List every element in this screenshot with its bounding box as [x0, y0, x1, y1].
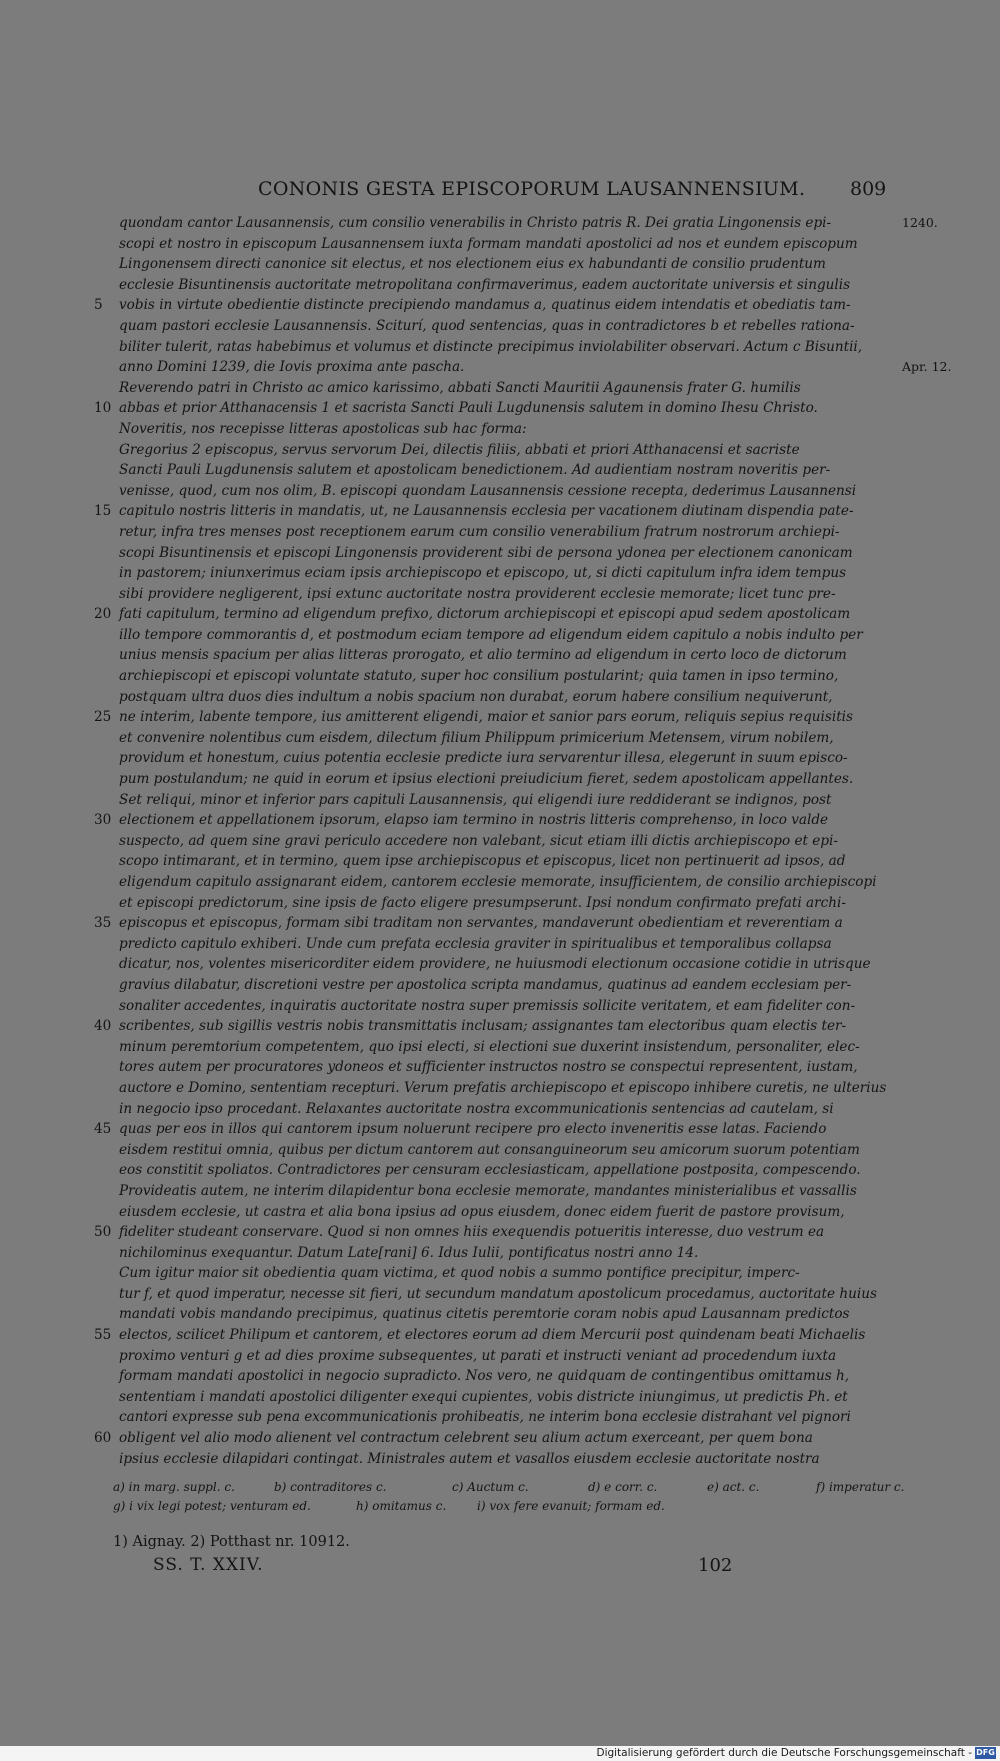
text-line: [0, 748, 1000, 769]
margin-date: Apr. 12.: [902, 359, 952, 375]
text-line: [0, 1325, 1000, 1346]
signature-mark: SS. T. XXIV.: [153, 1555, 264, 1575]
text-line: [0, 975, 1000, 996]
line-text: eiusdem ecclesie, ut castra et alia bona ipsius ad opus eiusdem, donec eidem fuerit de pastore provisum,: [119, 1203, 845, 1220]
line-text: fati capitulum, termino ad eligendum prefixo, dictorum archiepiscopi et episcopi apud sedem apostolicam: [119, 606, 851, 623]
line-number: 60: [94, 1430, 112, 1447]
line-text: venisse, quod, cum nos olim, B. episcopi quondam Lausannensis cessione recepta, dederimus Lausannensi: [119, 482, 857, 499]
line-text: mandati vobis mandando precipimus, quatinus citetis peremtorie coram nobis apud Lausannam predictos: [119, 1306, 850, 1323]
text-line: [0, 378, 1000, 399]
line-text: predicto capitulo exhiberi. Unde cum prefata ecclesia graviter in spiritualibus et temporalibus collapsa: [119, 935, 832, 952]
apparatus-row: [113, 1499, 913, 1518]
line-number: 30: [94, 812, 112, 829]
text-line: [0, 295, 1000, 316]
digitization-footer: [0, 1746, 1000, 1761]
dfg-logo-icon: DFG: [976, 1748, 995, 1757]
text-line: [0, 1284, 1000, 1305]
text-line: [0, 728, 1000, 749]
line-text: et episcopi predictorum, sine ipsis de facto eligere presumpserunt. Ipsi nondum confirmato prefati archi-: [119, 894, 846, 911]
line-text: sententiam i mandati apostolici diligenter exequi cupientes, vobis districte iniungimus, ut predictis Ph. et: [119, 1388, 848, 1405]
line-text: cantori expresse sub pena excommunicationis prohibeatis, ne interim bona ecclesie distrahant vel pignori: [119, 1409, 851, 1426]
text-line: [0, 1181, 1000, 1202]
line-text: postquam ultra duos dies indultum a nobis spacium non durabat, eorum habere consilium nequiverunt,: [119, 688, 833, 705]
line-text: in pastorem; iniunxerimus eciam ipsis archiepiscopo et episcopo, ut, si dicti capitulum infra idem tempus: [119, 565, 847, 582]
line-text: tores autem per procuratores ydoneos et sufficienter instructos nostro se conspectui representent, iustam,: [119, 1059, 858, 1076]
text-line: [0, 707, 1000, 728]
line-text: in negocio ipso procedant. Relaxantes auctoritate nostra excommunicationis sentencias ad cautelam, si: [119, 1100, 834, 1117]
line-text: episcopus et episcopus, formam sibi traditam non servantes, mandaverunt obedientiam et reverentiam a: [119, 915, 843, 932]
line-number: 15: [94, 503, 112, 520]
line-text: suspecto, ad quem sine gravi periculo accedere non valebant, sicut etiam illi dictis archiepiscopo et epi-: [119, 832, 838, 849]
text-line: [0, 501, 1000, 522]
text-line: [0, 337, 1000, 358]
apparatus-note: d) e corr. c.: [588, 1480, 658, 1494]
text-line: [0, 934, 1000, 955]
text-line: [0, 1037, 1000, 1058]
margin-date: 1240.: [902, 215, 938, 230]
line-text: eisdem restitui omnia, quibus per dictum cantorem aut consanguineorum seu amicorum suorum potentiam: [119, 1141, 860, 1158]
text-line: [0, 481, 1000, 502]
text-line: [0, 1346, 1000, 1367]
page-number: 809: [850, 178, 887, 200]
line-text: quas per eos in illos qui cantorem ipsum noluerunt recipere pro electo inveneritis esse latas. Faciendo: [119, 1121, 827, 1138]
text-line: [0, 954, 1000, 975]
text-line: [0, 893, 1000, 914]
apparatus-note: h) omitamus c.: [356, 1499, 447, 1513]
line-number: 35: [94, 915, 112, 932]
text-line: [0, 1428, 1000, 1449]
text-line: [0, 831, 1000, 852]
critical-apparatus: [113, 1480, 913, 1518]
text-line: [0, 625, 1000, 646]
line-text: abbas et prior Atthanacensis 1 et sacrista Sancti Pauli Lugdunensis salutem in domino Ihesu Christo.: [119, 400, 818, 417]
text-line: [0, 810, 1000, 831]
text-line: [0, 316, 1000, 337]
line-text: capitulo nostris litteris in mandatis, ut, ne Lausannensis ecclesia per vacationem diutinam dispendia pate-: [119, 503, 854, 520]
line-text: retur, infra tres menses post receptionem earum cum consilio venerabilium fratrum nostrorum archiepi-: [119, 523, 840, 540]
text-line: [0, 357, 1000, 378]
text-line: [0, 1140, 1000, 1161]
line-text: dicatur, nos, volentes misericorditer eidem providere, ne huiusmodi electionum occasione cotidie in utrisque: [119, 956, 871, 973]
line-text: minum peremtorium competentem, quo ipsi electi, si electioni sue duxerint insistendum, personaliter, elec-: [119, 1038, 860, 1055]
line-text: providum et honestum, cuius potentia ecclesie predicte iura servarentur illesa, elegerunt in suum episco-: [119, 750, 848, 767]
line-text: formam mandati apostolici in negocio supradicto. Nos vero, ne quidquam de contingentibus omittamus h,: [119, 1368, 850, 1385]
text-line: [0, 1222, 1000, 1243]
text-line: [0, 1016, 1000, 1037]
text-line: [0, 1078, 1000, 1099]
text-line: [0, 254, 1000, 275]
line-text: obligent vel alio modo alienent vel contractum celebrent seu alium actum exerceant, per quem bona: [119, 1430, 813, 1447]
line-number: 40: [94, 1018, 112, 1035]
line-text: nichilominus exequantur. Datum Late[rani] 6. Idus Iulii, pontificatus nostri anno 14.: [119, 1244, 699, 1261]
text-line: [0, 1263, 1000, 1284]
line-text: Gregorius 2 episcopus, servus servorum Dei, dilectis filiis, abbati et priori Atthanacensi et sacriste: [119, 441, 800, 458]
text-line: [0, 460, 1000, 481]
apparatus-note: c) Auctum c.: [452, 1480, 529, 1494]
historical-notes: 1) Aignay. 2) Potthast nr. 10912.: [113, 1534, 350, 1550]
running-header: [0, 178, 1000, 206]
text-line: [0, 851, 1000, 872]
line-text: ne interim, labente tempore, ius amitterent eligendi, maior et sanior pars eorum, reliquis sepius requisitis: [119, 709, 853, 726]
line-text: Set reliqui, minor et inferior pars capituli Lausannensis, qui eligendi iure reddiderant se indignos, post: [119, 791, 832, 808]
line-text: Sancti Pauli Lugdunensis salutem et apostolicam benedictionem. Ad audientiam nostram noveritis per-: [119, 462, 831, 479]
text-line: [0, 1202, 1000, 1223]
text-line: [0, 213, 1000, 234]
text-line: [0, 645, 1000, 666]
line-text: anno Domini 1239, die Iovis proxima ante pascha.: [119, 359, 465, 376]
line-text: ecclesie Bisuntinensis auctoritate metropolitana confirmaverimus, eadem auctoritate universis et singulis: [119, 276, 851, 293]
line-text: scribentes, sub sigillis vestris nobis transmittatis inclusam; assignantes tam electoribus quam electis ter-: [119, 1018, 847, 1035]
line-text: Lingonensem directi canonice sit electus, et nos electionem eius ex habundanti de consilio prudentum: [119, 256, 826, 273]
text-line: [0, 1449, 1000, 1470]
apparatus-note: i) vox fere evanuit; formam ed.: [477, 1499, 665, 1513]
line-text: Cum igitur maior sit obedientia quam victima, et quod nobis a summo pontifice precipitur, imperc-: [119, 1265, 800, 1282]
text-line: [0, 1304, 1000, 1325]
text-line: [0, 790, 1000, 811]
running-title: CONONIS GESTA EPISCOPORUM LAUSANNENSIUM.: [258, 178, 806, 200]
apparatus-row: [113, 1480, 913, 1499]
apparatus-note: e) act. c.: [707, 1480, 760, 1494]
line-text: Noveritis, nos recepisse litteras apostolicas sub hac forma:: [119, 420, 527, 437]
text-line: [0, 996, 1000, 1017]
line-text: scopi et nostro in episcopum Lausannensem iuxta formam mandati apostolici ad nos et eundem episcopum: [119, 235, 858, 252]
line-text: archiepiscopi et episcopi voluntate statuto, super hoc consilium postularint; quia tamen in ipso termino,: [119, 668, 839, 685]
text-line: [0, 769, 1000, 790]
line-text: eligendum capitulo assignarant eidem, cantorem ecclesie memorate, insufficientem, de consilio archiepiscopi: [119, 874, 877, 890]
line-text: vobis in virtute obedientie distincte precipiendo mandamus a, quatinus eidem intendatis et obediatis tam-: [119, 297, 851, 314]
text-line: [0, 563, 1000, 584]
text-line: [0, 398, 1000, 419]
line-number: 45: [94, 1121, 112, 1138]
line-text: ipsius ecclesie dilapidari contingat. Ministrales autem et vasallos eiusdem ecclesie auctoritate nostra: [119, 1450, 820, 1467]
text-line: [0, 604, 1000, 625]
text-line: [0, 584, 1000, 605]
text-line: [0, 1366, 1000, 1387]
line-text: quam pastori ecclesie Lausannensis. Sciturí, quod sentencias, quas in contradictores b et rebelles rationa-: [119, 317, 855, 334]
line-text: scopi Bisuntinensis et episcopi Lingonensis providerent sibi de persona ydonea per electionem canonicam: [119, 544, 853, 561]
line-text: electionem et appellationem ipsorum, elapso iam termino in nostris litteris comprehenso, in loco valde: [119, 812, 829, 829]
line-text: illo tempore commorantis d, et postmodum eciam tempore ad eligendum eidem capitulo a nobis indulto per: [119, 626, 863, 643]
text-line: [0, 522, 1000, 543]
line-text: Reverendo patri in Christo ac amico karissimo, abbati Sancti Mauritii Agaunensis frater G. humilis: [119, 379, 801, 396]
main-text: [0, 213, 1000, 1469]
line-text: fideliter studeant conservare. Quod si non omnes hiis exequendis potueritis interesse, duo vestrum ea: [119, 1224, 825, 1241]
apparatus-note: b) contraditores c.: [274, 1480, 387, 1494]
line-text: Provideatis autem, ne interim dilapidentur bona ecclesie memorate, mandantes ministerialibus et vassallis: [119, 1182, 857, 1199]
line-text: biliter tulerit, ratas habebimus et volumus et distincte precipimus inviolabiliter observari. Actum c Bisuntii,: [119, 338, 863, 355]
line-text: auctore e Domino, sententiam recepturi. Verum prefatis archiepiscopo et episcopo inhibere curetis, ne ulterius: [119, 1079, 887, 1096]
apparatus-note: a) in marg. suppl. c.: [113, 1480, 235, 1494]
text-line: [0, 440, 1000, 461]
line-number: 25: [94, 709, 112, 726]
line-number: 55: [94, 1327, 112, 1344]
text-line: [0, 1160, 1000, 1181]
funding-credit: Digitalisierung gefördert durch die Deutsche Forschungsgemeinschaft -: [596, 1747, 972, 1759]
text-line: [0, 1119, 1000, 1140]
text-line: [0, 1099, 1000, 1120]
leaf-number: 102: [698, 1555, 733, 1576]
line-number: 10: [94, 400, 112, 417]
line-text: unius mensis spacium per alias litteras prorogato, et alio termino ad eligendum in certo loco de dictorum: [119, 647, 847, 664]
apparatus-note: f) imperatur c.: [816, 1480, 905, 1494]
line-text: pum postulandum; ne quid in eorum et ipsius electioni preiudicium fieret, sedem apostolicam appellantes.: [119, 771, 854, 788]
text-line: [0, 419, 1000, 440]
apparatus-note: g) i vix legi potest; venturam ed.: [113, 1499, 311, 1513]
text-line: [0, 275, 1000, 296]
text-line: [0, 543, 1000, 564]
line-text: scopo intimarant, et in termino, quem ipse archiepiscopus et episcopus, licet non pertinuerit ad ipsos, ad: [119, 853, 846, 870]
line-text: tur f, et quod imperatur, necesse sit fieri, ut secundum mandatum apostolicum procedamus, auctoritate huius: [119, 1285, 877, 1302]
line-text: gravius dilabatur, discretioni vestre per apostolica scripta mandamus, quatinus ad eandem ecclesiam per-: [119, 976, 852, 993]
line-text: sonaliter accedentes, inquiratis auctoritate nostra super premissis sollicite veritatem, et eam fideliter con-: [119, 997, 856, 1014]
text-line: [0, 1407, 1000, 1428]
text-line: [0, 1387, 1000, 1408]
text-line: [0, 913, 1000, 934]
line-number: 20: [94, 606, 112, 623]
text-line: [0, 872, 1000, 893]
text-line: [0, 666, 1000, 687]
line-text: et convenire nolentibus cum eisdem, dilectum filium Philippum primicerium Metensem, virum nobilem,: [119, 729, 834, 746]
line-text: proximo venturi g et ad dies proxime subsequentes, ut parati et instructi veniant ad procedendum iuxta: [119, 1347, 837, 1364]
text-line: [0, 687, 1000, 708]
line-text: sibi providere negligerent, ipsi extunc auctoritate nostra providerent ecclesie memorate; licet tunc pre-: [119, 585, 836, 602]
text-line: [0, 1243, 1000, 1264]
line-number: 50: [94, 1224, 112, 1241]
text-line: [0, 1057, 1000, 1078]
line-number: 5: [94, 297, 103, 314]
text-line: [0, 234, 1000, 255]
line-text: eos constitit spoliatos. Contradictores per censuram ecclesiasticam, appellatione postposita, compescendo.: [119, 1162, 861, 1179]
page-bottom: [0, 1555, 1000, 1579]
line-text: electos, scilicet Philipum et cantorem, et electores eorum ad diem Mercurii post quindenam beati Michaelis: [119, 1327, 866, 1344]
line-text: quondam cantor Lausannensis, cum consilio venerabilis in Christo patris R. Dei gratia Lingonensis epi-: [119, 215, 832, 231]
